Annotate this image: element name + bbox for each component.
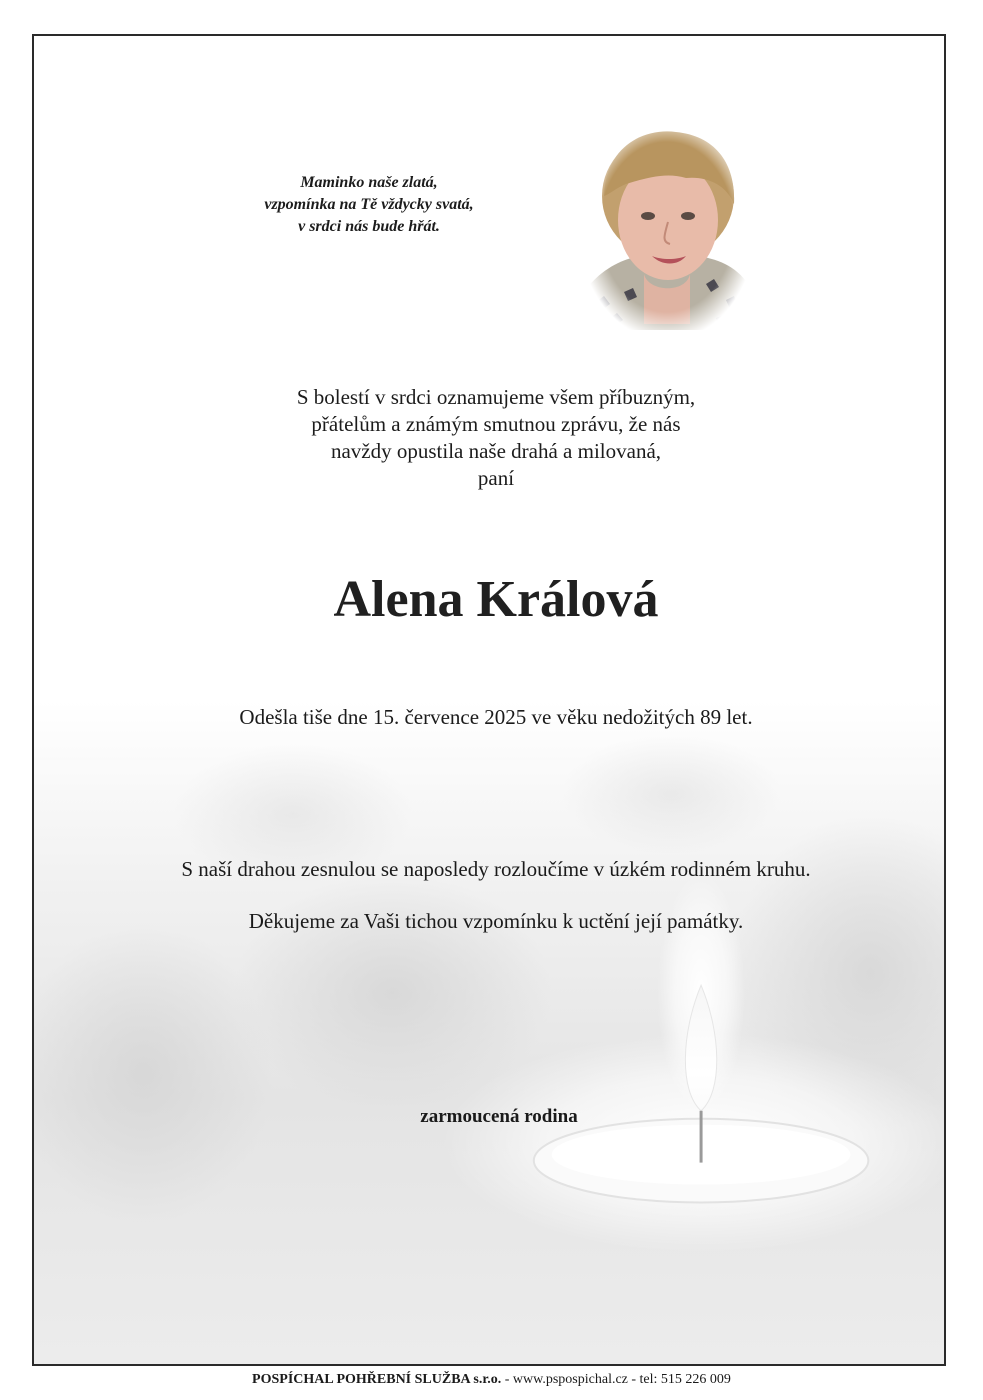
- motto-verse: [204, 172, 534, 238]
- announcement-line-1: S bolestí v srdci oznamujeme všem příbuzným,: [296, 385, 696, 409]
- footer: [0, 1370, 983, 1390]
- announcement-line-2: přátelům a známým smutnou zprávu, že nás: [311, 412, 681, 436]
- death-notice: Odešla tiše dne 15. července 2025 ve věku nedožitých 89 let.: [239, 705, 753, 729]
- announcement-line-4: paní: [477, 466, 515, 490]
- announcement-line-3: navždy opustila naše drahá a milovaná,: [330, 439, 662, 463]
- footer-company: POSPÍCHAL POHŘEBNÍ SLUŽBA s.r.o.: [252, 1372, 502, 1387]
- footer-details: - www.pspospichal.cz - tel: 515 226 009: [501, 1372, 731, 1387]
- deceased-name: Alena Králová: [333, 571, 659, 628]
- announcement-text: [134, 384, 858, 492]
- thanks-text: Děkujeme za Vaši tichou vzpomínku k uctění její památky.: [248, 909, 744, 933]
- signature: zarmoucená rodina: [420, 1106, 578, 1127]
- motto-line-1: Maminko naše zlatá,: [300, 174, 438, 191]
- motto-line-2: vzpomínka na Tě vždycky svatá,: [264, 196, 474, 213]
- portrait-photo: [586, 124, 748, 330]
- farewell-notice: S naší drahou zesnulou se naposledy rozloučíme v úzkém rodinném kruhu.: [181, 857, 811, 881]
- obituary-frame: [32, 34, 946, 1366]
- motto-line-3: v srdci nás bude hřát.: [298, 218, 440, 235]
